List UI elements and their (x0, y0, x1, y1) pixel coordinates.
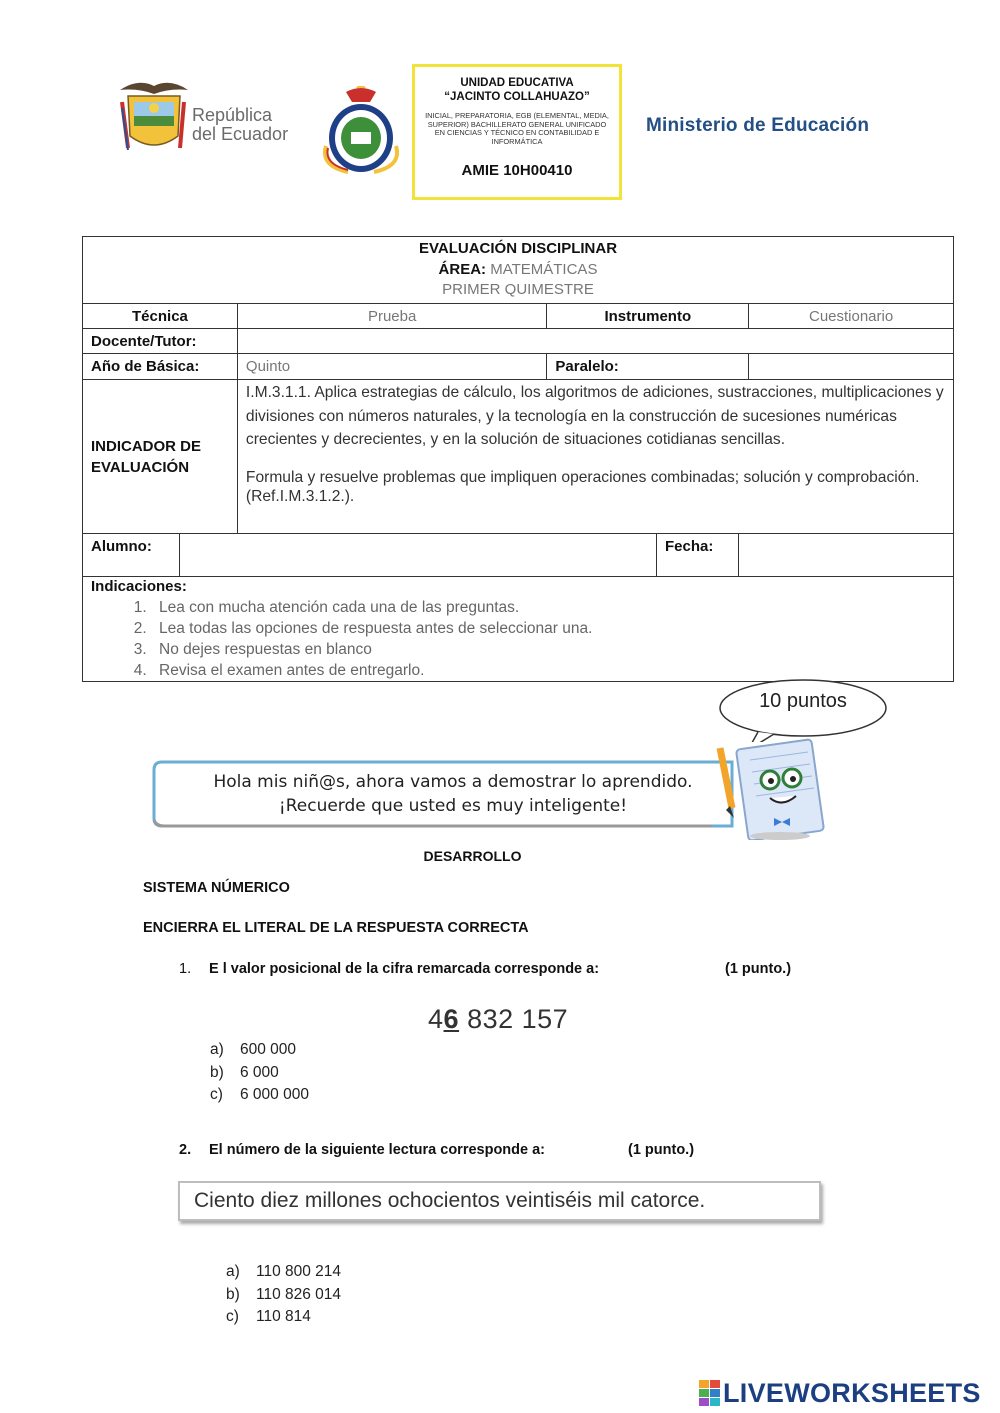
greeting-line-1: Hola mis niñ@s, ahora vamos a demostrar lo aprendido. (213, 772, 693, 792)
area-label: ÁREA: (438, 260, 487, 278)
tecnica-value: Prueba (237, 304, 546, 329)
option-value: 110 814 (256, 1308, 311, 1325)
alumno-row (83, 534, 954, 577)
notebook-mascot-icon (712, 738, 838, 840)
option-label: a) (226, 1263, 240, 1280)
school-amie-code: AMIE 10H00410 (461, 162, 573, 180)
number-digit-post: 832 157 (459, 1004, 569, 1034)
option-label: b) (226, 1285, 240, 1303)
indicaciones-list (91, 597, 945, 681)
indicacion-item: 1. Lea con mucha atención cada una de las preguntas. (151, 597, 945, 618)
option-item[interactable] (226, 1284, 341, 1307)
question-1-points: (1 punto.) (725, 961, 792, 977)
school-name: “JACINTO COLLAHUAZO” (444, 91, 590, 103)
greeting-line-2: ¡Recuerde que usted es muy inteligente! (278, 796, 628, 816)
question-2-points: (1 punto.) (628, 1142, 695, 1158)
school-info-box (412, 64, 622, 200)
exam-title-cell (83, 237, 954, 304)
option-item[interactable] (210, 1039, 309, 1062)
alumno-field[interactable] (180, 534, 657, 576)
question-2-reading-box: Ciento diez millones ochocientos veintiséis mil catorce. (178, 1181, 821, 1221)
indicador-paragraph-2: Formula y resuelve problemas que impliquen operaciones combinadas; solución y comprobación. (Ref.I.M.3.1.2.). (245, 468, 920, 505)
alumno-label: Alumno: (91, 538, 152, 555)
school-levels: INICIAL, PREPARATORIA, EGB (ELEMENTAL, MEDIA, SUPERIOR) BACHILLERATO GENERAL UNIFICADO EN CIENCIAS Y TÉCNICO EN CONTABILIDAD E INFORMÁTICA (425, 111, 609, 146)
instrumento-value: Cuestionario (749, 304, 954, 329)
total-points-label: 10 puntos (759, 690, 847, 712)
option-item[interactable] (226, 1306, 341, 1329)
option-label: c) (210, 1086, 223, 1103)
area-value: MATEMÁTICAS (490, 260, 598, 278)
indicacion-item: 4. Revisa el examen antes de entregarlo. (151, 660, 945, 681)
paralelo-label: Paralelo: (547, 354, 749, 380)
option-item[interactable] (210, 1062, 309, 1085)
fecha-label: Fecha: (657, 534, 739, 576)
indicaciones-label: Indicaciones: (91, 578, 187, 595)
indicacion-item: 3. No dejes respuestas en blanco (151, 639, 945, 660)
option-label: b) (210, 1063, 224, 1081)
ministerio-logo-text: Ministerio de Educación (646, 115, 870, 136)
option-item[interactable] (226, 1261, 341, 1284)
question-1 (179, 961, 599, 977)
liveworksheets-brand[interactable]: LIVEWORKSHEETS (723, 1378, 981, 1408)
question-1-number: 1. (179, 961, 192, 977)
question-1-number-figure (428, 1004, 568, 1035)
option-value: 600 000 (240, 1041, 297, 1058)
greeting-text (168, 770, 738, 818)
question-1-options (210, 1039, 309, 1107)
question-2-options (226, 1261, 341, 1329)
instruction-encierra: ENCIERRA EL LITERAL DE LA RESPUESTA CORRECTA (143, 920, 529, 936)
option-value: 6 000 000 (240, 1086, 309, 1103)
number-digit-pre: 4 (428, 1004, 444, 1034)
exam-title: EVALUACIÓN DISCIPLINAR (418, 240, 618, 258)
indicacion-item: 2. Lea todas las opciones de respuesta antes de seleccionar una. (151, 618, 945, 639)
indicador-label: INDICADOR DE EVALUACIÓN (83, 380, 238, 534)
option-item[interactable] (210, 1084, 309, 1107)
republica-ecuador-logo-text: República del Ecuador (192, 105, 289, 144)
question-1-text: E l valor posicional de la cifra remarcada corresponde a: (209, 961, 600, 977)
school-type: UNIDAD EDUCATIVA (460, 77, 574, 89)
quimestre-label: PRIMER QUIMESTRE (442, 281, 594, 299)
evaluation-header-table (82, 236, 954, 682)
docente-field[interactable] (237, 329, 953, 354)
number-digit-marked: 6 (443, 1004, 460, 1034)
indicador-text (237, 380, 953, 534)
anio-basica-label: Año de Básica: (83, 354, 238, 380)
option-value: 6 000 (240, 1063, 279, 1081)
liveworksheets-logo-icon (699, 1378, 721, 1408)
question-2 (179, 1142, 545, 1158)
option-label: c) (226, 1308, 239, 1325)
tecnica-label: Técnica (83, 304, 238, 329)
question-2-text: El número de la siguiente lectura corresponde a: (209, 1142, 546, 1158)
anio-basica-value: Quinto (237, 354, 546, 380)
indicador-paragraph-1: I.M.3.1.1. Aplica estrategias de cálculo, los algoritmos de adiciones, sustracciones, multiplicaciones y divisiones con números naturales, y la tecnología en la construcción de sucesiones numéricas crecientes y decrecientes, y en la solución de situaciones cotidianas sencillas. (245, 384, 944, 448)
section-desarrollo: DESARROLLO (423, 848, 522, 864)
indicaciones-cell (83, 577, 954, 682)
school-seal-icon (318, 86, 404, 178)
option-label: a) (210, 1041, 224, 1058)
option-value: 110 826 014 (256, 1285, 342, 1303)
paralelo-field[interactable] (749, 354, 954, 380)
instrumento-label: Instrumento (547, 304, 749, 329)
section-sistema-numerico: SISTEMA NÚMERICO (143, 880, 290, 896)
question-2-number: 2. (179, 1142, 192, 1158)
fecha-field[interactable] (739, 534, 954, 576)
option-value: 110 800 214 (256, 1263, 342, 1280)
docente-label: Docente/Tutor: (83, 329, 238, 354)
